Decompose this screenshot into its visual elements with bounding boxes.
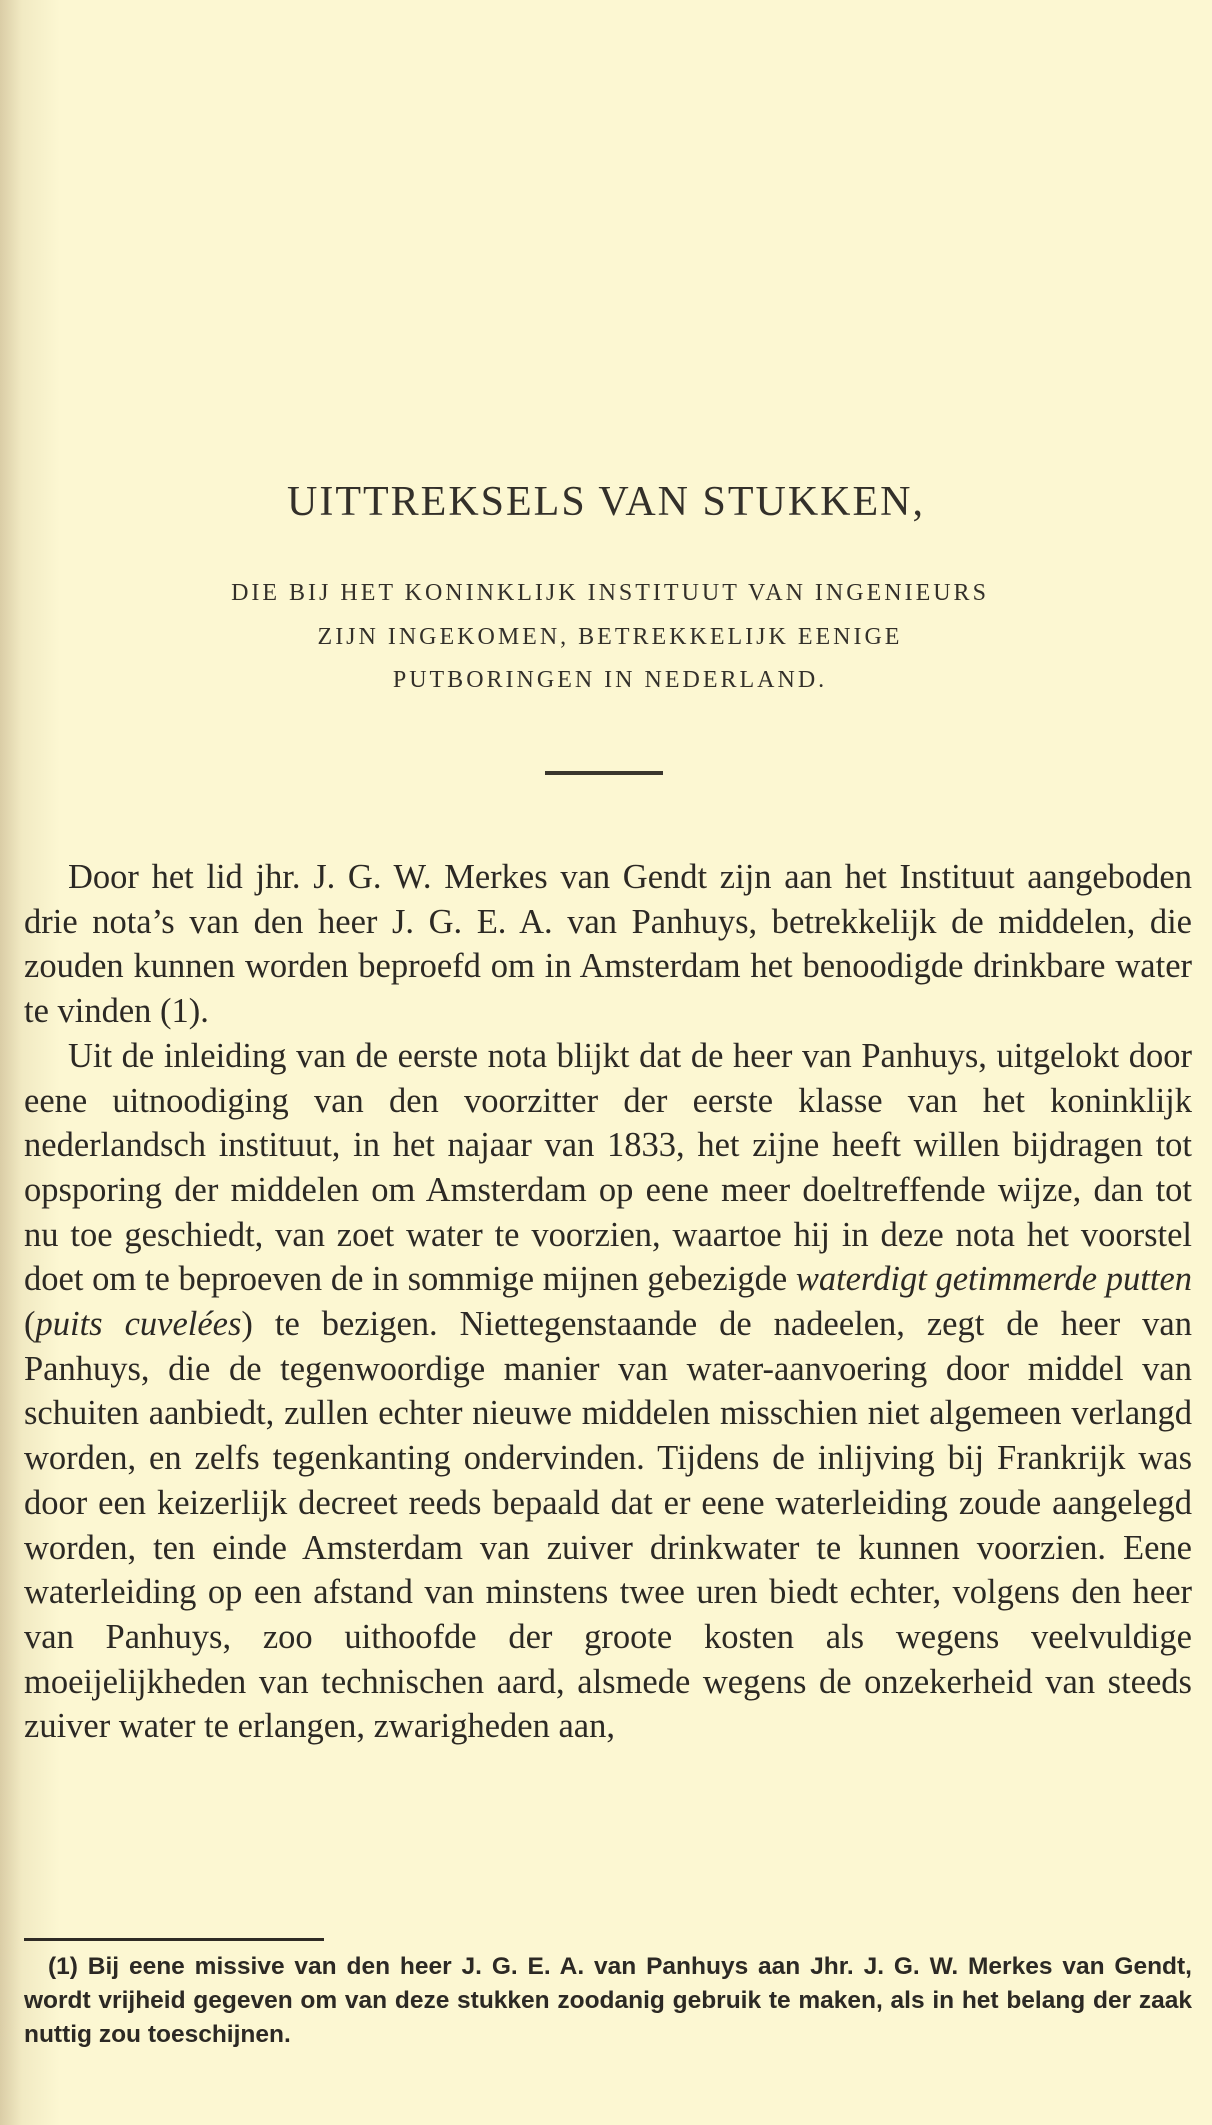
- paragraph-2-italic-term-1: waterdigt getimmerde putten: [795, 1260, 1193, 1299]
- paragraph-2-italic-term-2: puits cuvelées: [35, 1305, 242, 1344]
- paragraph-2-text-c: ) te bezigen. Niettegenstaande de nadeelen, zegt de heer van Panhuys, die de tegenwoordige manier van water-aanvoering door middel van schuiten aanbiedt, zullen echter nieuwe middelen misschien niet algemeen verlangd worden, en zelfs tegenkanting ondervinden. Tijdens de inlijving bij Frankrijk was door een keizerlijk decreet reeds bepaald dat er eene waterleiding zoude aangelegd worden, ten einde Amsterdam van zuiver drinkwater te kunnen voorzien. Eene waterleiding op een afstand van minstens twee uren biedt echter, volgens den heer van Panhuys, zoo uithoofde der groote kosten als wegens veelvuldige moeijelijkheden van technischen aard, alsmede wegens de onzekerheid van steeds zuiver water te erlangen, zwarigheden aan,: [24, 1305, 1192, 1746]
- footnote-text: (1) Bij eene missive van den heer J. G. E. A. van Panhuys aan Jhr. J. G. W. Merkes van Gendt, wordt vrijheid gegeven om van deze stukken zoodanig gebruik te maken, als in het belang der zaak nuttig zou toeschijnen.: [24, 1953, 1192, 2048]
- footnote: [24, 1950, 1192, 2052]
- document-subtitle-line-1: DIE BIJ HET KONINKLIJK INSTITUUT VAN INGENIEURS: [231, 580, 989, 606]
- title-divider: [545, 771, 663, 775]
- paragraph-2-text-b: (: [24, 1305, 36, 1344]
- paragraph-1: Door het lid jhr. J. G. W. Merkes van Gendt zijn aan het Instituut aangeboden drie nota’s van den heer J. G. E. A. van Panhuys, betrekkelijk de middelen, die zouden kunnen worden beproefd om in Amsterdam het benoodigde drinkbare water te vinden (1).: [24, 858, 1192, 1031]
- footnote-divider: [24, 1938, 324, 1941]
- document-subtitle-line-2: ZIJN INGEKOMEN, BETREKKELIJK EENIGE: [317, 624, 903, 650]
- paragraph-2: [24, 1034, 1192, 1749]
- document-subtitle-line-3: PUTBORINGEN IN NEDERLAND.: [392, 667, 828, 693]
- document-title: UITTREKSELS VAN STUKKEN,: [287, 479, 925, 525]
- body-text: [24, 855, 1192, 1749]
- paragraph-2-text-a: Uit de inleiding van de eerste nota blijkt dat de heer van Panhuys, uitgelokt door eene uitnoodiging van den voorzitter der eerste klasse van het koninklijk nederlandsch instituut, in het najaar van 1833, het zijne heeft willen bijdragen tot opsporing der middelen om Amsterdam op eene meer doeltreffende wijze, dan tot nu toe geschiedt, van zoet water te voorzien, waartoe hij in deze nota het voorstel doet om te beproeven de in sommige mijnen gebezigde: [24, 1036, 1192, 1299]
